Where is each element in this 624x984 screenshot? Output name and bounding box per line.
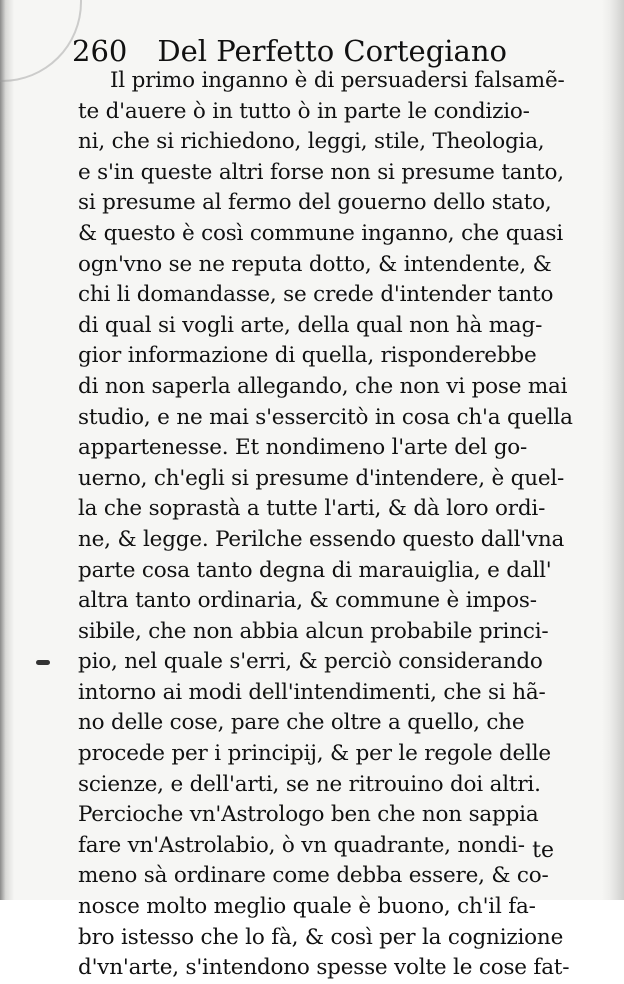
text-line: la che soprastà a tutte l'arti, & dà loro ordi- [78, 496, 546, 522]
text-line: ogn'vno se ne reputa dotto, & intendente, & [78, 251, 552, 277]
text-line: uerno, ch'egli si presume d'intendere, è quel- [78, 465, 565, 491]
catchword: te [532, 838, 554, 863]
ink-smudge [36, 660, 50, 665]
page-number: 260 [72, 34, 128, 68]
running-title: Del Perfetto Cortegiano [157, 34, 507, 68]
text-line: si presume al fermo del gouerno dello stato, [78, 190, 552, 216]
text-line: parte cosa tanto degna di marauiglia, e dall' [78, 557, 552, 583]
text-line: d'vn'arte, s'intendono spesse volte le cose fat- [78, 955, 570, 981]
text-line: chi li domandasse, se crede d'intender tanto [78, 282, 554, 308]
text-line: & questo è così commune inganno, che quasi [78, 220, 564, 246]
text-line: te d'auere ò in tutto ò in parte le condizio- [78, 98, 530, 124]
text-line: Il primo inganno è di persuadersi falsamẽ- [110, 68, 565, 93]
text-line: appartenesse. Et nondimeno l'arte del go- [78, 435, 528, 461]
text-line: intorno ai modi dell'intendimenti, che si hã- [78, 679, 546, 705]
text-line: sibile, che non abbia alcun probabile princi- [78, 618, 549, 644]
page-gutter-shadow [0, 0, 14, 900]
text-line: di non saperla allegando, che non vi pose mai [78, 373, 568, 399]
text-line: scienze, e dell'arti, se ne ritrouino doi altri. [78, 771, 541, 797]
text-line: procede per i principij, & per le regole delle [78, 741, 551, 767]
text-line: altra tanto ordinaria, & commune è impos- [78, 588, 537, 614]
text-line: bro istesso che lo fà, & così per la cognizione [78, 924, 564, 950]
text-line: studio, e ne mai s'essercitò in cosa ch'a quella [78, 404, 573, 430]
text-line: di qual si vogli arte, della qual non hà mag- [78, 312, 543, 338]
text-line: e s'in queste altri forse non si presume tanto, [78, 159, 564, 185]
text-line: fare vn'Astrolabio, ò vn quadrante, nondi- [78, 832, 525, 858]
text-line: Percioche vn'Astrologo ben che non sappia [78, 802, 539, 828]
text-line: meno sà ordinare come debba essere, & co- [78, 863, 549, 889]
text-line: gior informazione di quella, risponderebbe [78, 343, 537, 369]
text-line: pio, nel quale s'erri, & perciò considerando [78, 649, 543, 675]
text-line: no delle cose, pare che oltre a quello, che [78, 710, 525, 736]
text-line: ni, che si richiedono, leggi, stile, Theologia, [78, 129, 545, 155]
text-line: ne, & legge. Perilche essendo questo dall'vna [78, 526, 565, 552]
page-corner-mark [0, 0, 82, 82]
text-line: nosce molto meglio quale è buono, ch'il fa- [78, 894, 536, 920]
